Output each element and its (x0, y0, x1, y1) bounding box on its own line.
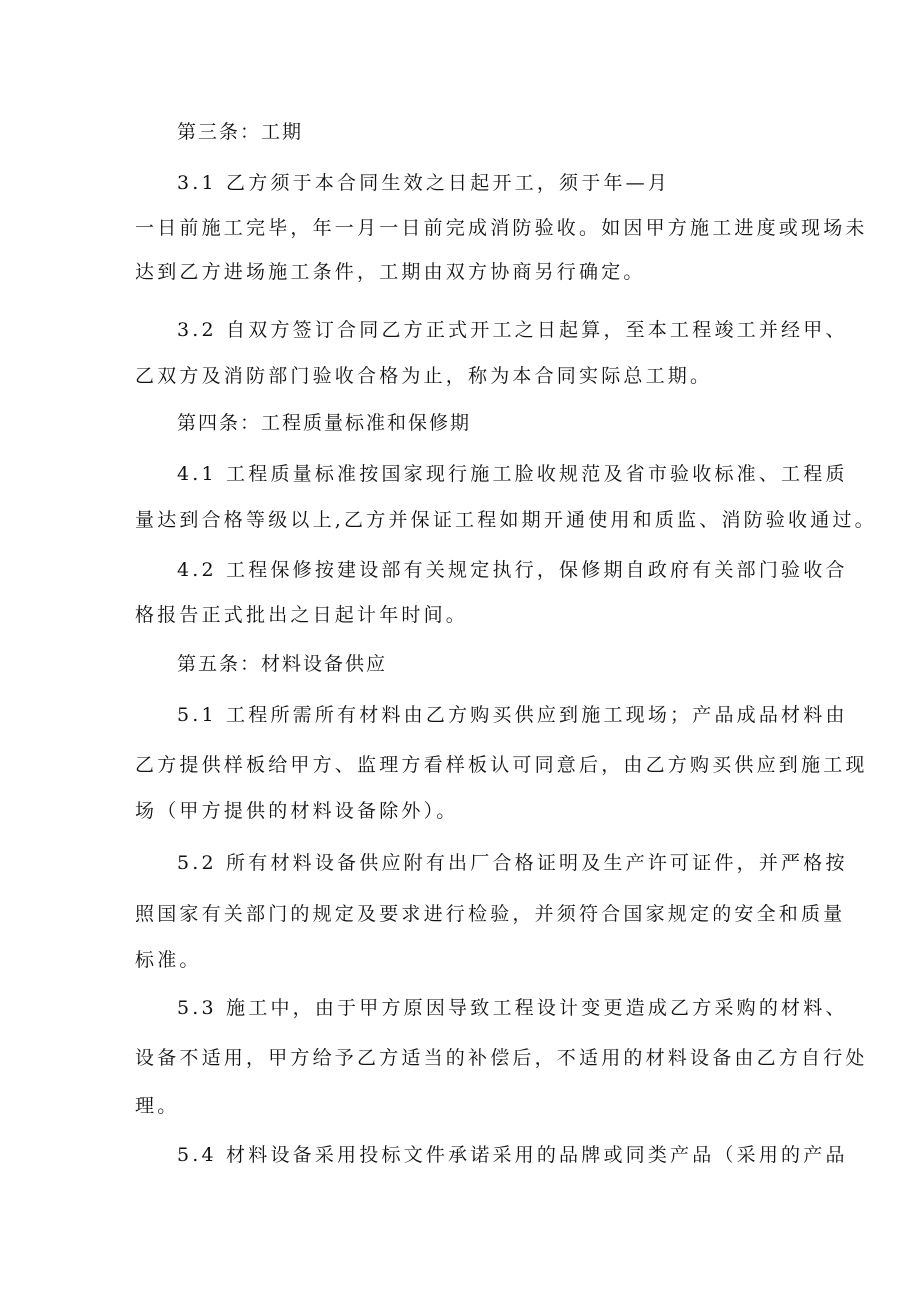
clause-5-1-line-2: 乙方提供样板给甲方、监理方看样板认可同意后，由乙方购买供应到施工现 (135, 754, 868, 776)
clause-4-1-line-2: 量达到合格等级以上,乙方并保证工程如期开通使用和质监、消防验收通过。 (135, 509, 877, 531)
clause-5-3-line-3: 理。 (135, 1095, 180, 1117)
clause-5-1-line-1: 5.1 工程所需所有材料由乙方购买供应到施工现场；产品成品材料由 (177, 704, 848, 726)
section-heading-5: 第五条：材料设备供应 (177, 653, 388, 675)
clause-3-1-line-1: 3.1 乙方须于本合同生效之日起开工，须于年—月 (177, 172, 671, 194)
clause-4-2-line-1: 4.2 工程保修按建设部有关规定执行，保修期自政府有关部门验收合 (177, 559, 848, 581)
clause-3-1-line-3: 达到乙方进场施工条件，工期由双方协商另行确定。 (135, 261, 646, 283)
clause-4-2-line-2: 格报告正式批出之日起计年时间。 (135, 604, 469, 626)
clause-3-2-line-2: 乙双方及消防部门验收合格为止，称为本合同实际总工期。 (135, 365, 713, 387)
clause-5-1-line-3: 场（甲方提供的材料设备除外）。 (135, 800, 459, 822)
section-heading-4: 第四条：工程质量标准和保修期 (177, 412, 472, 434)
clause-5-2-line-1: 5.2 所有材料设备供应附有出厂合格证明及生产许可证件，并严格按 (177, 852, 848, 874)
clause-5-3-line-2: 设备不适用，甲方给予乙方适当的补偿后，不适用的材料设备由乙方自行处 (135, 1047, 868, 1069)
clause-5-2-line-2: 照国家有关部门的规定及要求进行检验，并须符合国家规定的安全和质量 (135, 903, 846, 925)
clause-5-2-line-3: 标准。 (135, 949, 202, 971)
clause-5-4-line-1: 5.4 材料设备采用投标文件承诺采用的品牌或同类产品（采用的产品 (177, 1144, 848, 1166)
clause-3-2-line-1: 3.2 自双方签订合同乙方正式开工之日起算，至本工程竣工并经甲、 (177, 319, 848, 341)
clause-3-1-line-2: 一日前施工完毕，年一月一日前完成消防验收。如因甲方施工进度或现场未 (135, 217, 868, 239)
clause-5-3-line-1: 5.3 施工中，由于甲方原因导致工程设计变更造成乙方采购的材料、 (177, 997, 848, 1019)
section-heading-3: 第三条：工期 (177, 121, 304, 143)
clause-4-1-line-1: 4.1 工程质量标准按国家现行施工脸收规范及省市验收标准、工程质 (177, 463, 848, 485)
